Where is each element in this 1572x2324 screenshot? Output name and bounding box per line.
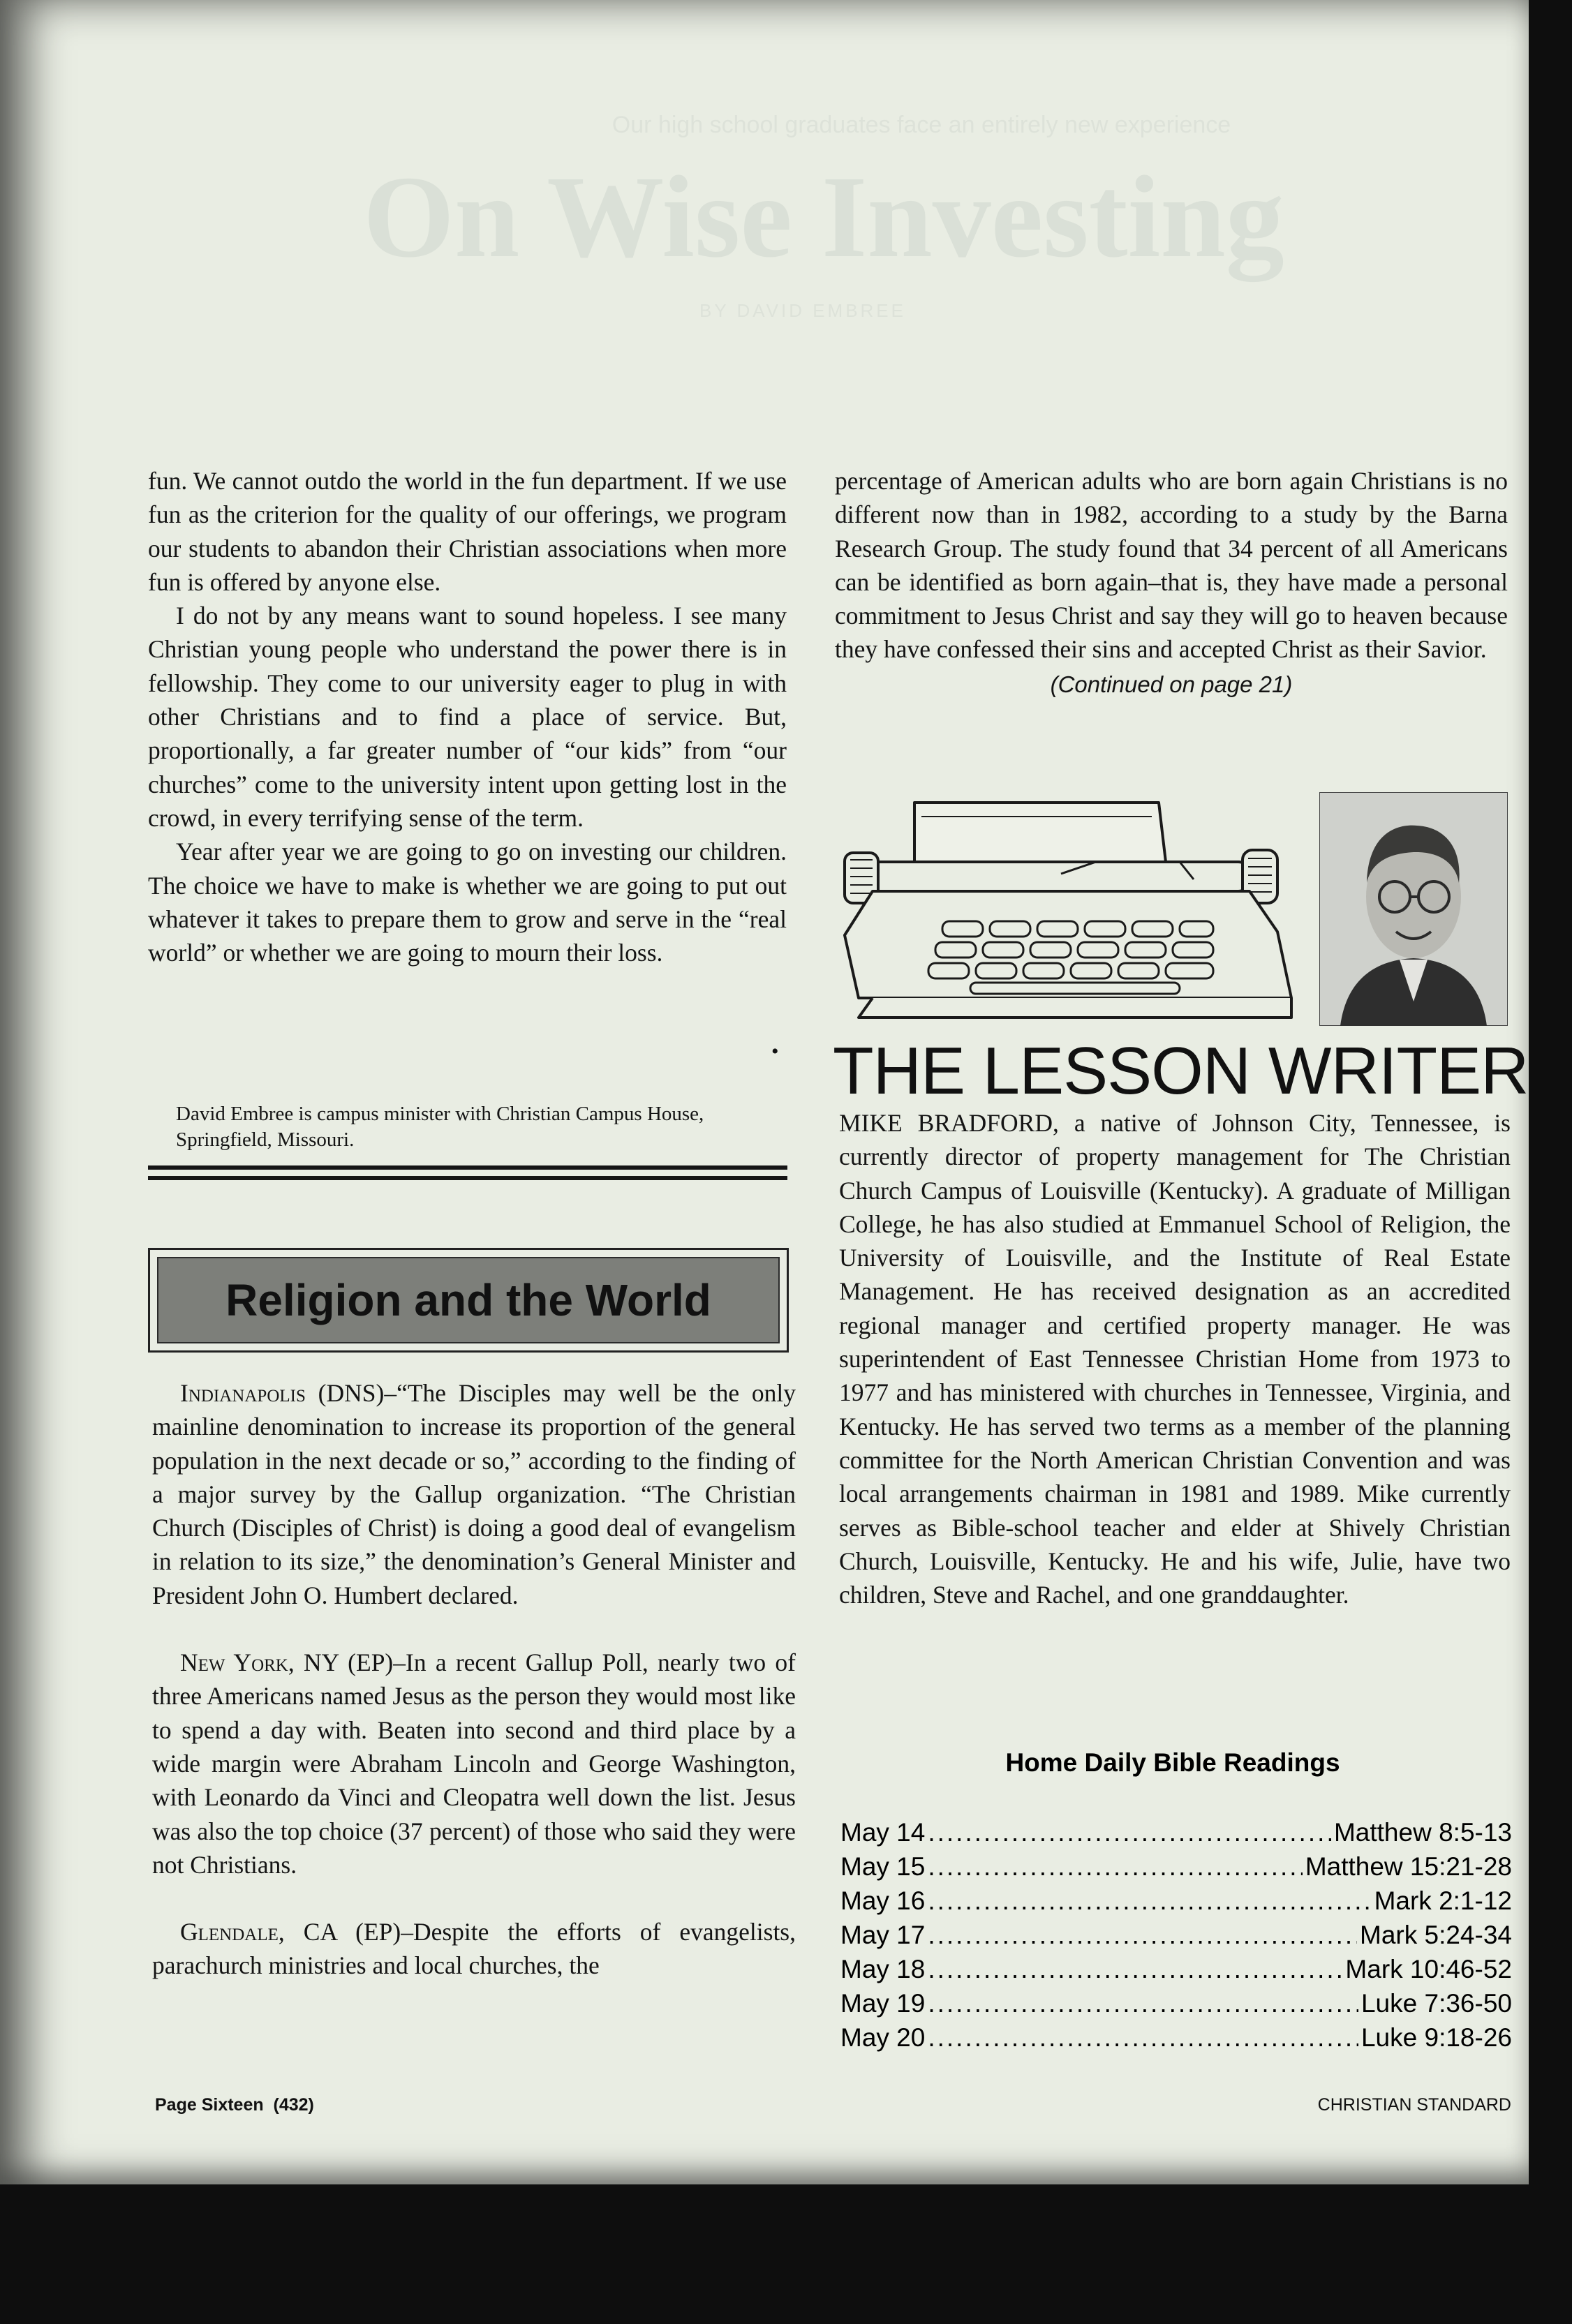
reading-row xyxy=(840,1918,1512,1952)
author-photo xyxy=(1319,792,1508,1026)
reading-ref: Luke 7:36-50 xyxy=(1360,1989,1512,2018)
faded-byline: BY DAVID EMBREE xyxy=(699,300,906,321)
news-dateline: Indianapolis xyxy=(180,1379,306,1407)
leader-dots xyxy=(928,1986,1358,2020)
faded-title: On Wise Investing xyxy=(363,152,1284,282)
reading-date: May 17 xyxy=(840,1921,926,1949)
faded-kicker: Our high school graduates face an entirely new experience xyxy=(611,112,1231,138)
leader-dots xyxy=(928,2020,1358,2055)
author-note: David Embree is campus minister with Christian Campus House, Springfield, Missouri. xyxy=(176,1103,704,1151)
leader-dots xyxy=(928,1918,1357,1952)
reading-date: May 18 xyxy=(840,1955,926,1983)
page-number: Page Sixteen (432) xyxy=(155,2095,314,2115)
heading-panel xyxy=(157,1257,780,1343)
reading-row xyxy=(840,1884,1512,1918)
article-end xyxy=(148,464,787,969)
readings-title: Home Daily Bible Readings xyxy=(1005,1748,1340,1777)
news-text: (DNS)–“The Disciples may well be the only mainline denomination to increase its proportion of the general population in the next decade or so,” according to the finding of a major survey by the Gallup organization. “The Christian Church (Disciples of Christ) is doing a good deal of evangelism in relation to its size,” the denomination’s General Minister and President John O. Humbert declared. xyxy=(152,1379,796,1609)
reading-row xyxy=(840,1952,1512,1986)
news-dateline: Glendale xyxy=(180,1918,279,1946)
leader-dots xyxy=(928,1952,1342,1986)
reading-date: May 20 xyxy=(840,2023,926,2052)
reading-ref: Mark 5:24-34 xyxy=(1360,1921,1512,1949)
publication-name: CHRISTIAN STANDARD xyxy=(1317,2095,1511,2115)
news-item xyxy=(152,1376,796,1612)
reading-date: May 14 xyxy=(840,1818,926,1847)
news-items xyxy=(152,1376,796,1983)
reading-row xyxy=(840,1815,1512,1849)
typewriter-illustration xyxy=(831,796,1305,1026)
news-text: percentage of American adults who are born again Christians is no different now than in 1982, according to a study by the Barna Research Group. The study found that 34 percent of all Americans can be identified as born again–that is, they have made a personal commitment to Jesus Christ and say they will go to heaven because they have confessed their sins and accepted Christ as their Savior. xyxy=(835,467,1508,664)
leader-dots xyxy=(928,1849,1302,1884)
continued-note: (Continued on page 21) xyxy=(1050,671,1293,697)
article-paragraph: I do not by any means want to sound hopeless. I see many Christian young people who understand the power there is in fellowship. They come to our university eager to plug in with other Christians and to find a place of service. But, proportionally, a far greater number of “our kids” from “our churches” come to the university intent upon getting lost in the crowd, in every terrifying sense of the term. xyxy=(148,602,787,832)
reading-date: May 15 xyxy=(840,1852,926,1881)
reading-date: May 16 xyxy=(840,1886,926,1915)
reading-date: May 19 xyxy=(840,1989,926,2018)
reading-ref: Matthew 15:21-28 xyxy=(1305,1852,1512,1881)
divider-rule xyxy=(148,1165,787,1170)
lesson-writer-heading: THE LESSON WRITER xyxy=(833,1034,1529,1108)
news-text: , NY (EP)–In a recent Gallup Poll, nearly two of three Americans named Jesus as the person they would most like to spend a day with. Beaten into second and third place by a wide margin were Abraham Lincoln and George Washington, with Leonardo da Vinci and Cleopatra well down the list. Jesus was also the top choice (37 percent) of those who said they were not Christians. xyxy=(152,1648,796,1879)
article-paragraph: fun. We cannot outdo the world in the fun department. If we use fun as the criterion for the quality of our offerings, we program our students to abandon their Christian associations when more fun is offered by anyone else. xyxy=(148,467,787,596)
news-item xyxy=(152,1915,796,1983)
bio-text: MIKE BRADFORD, a native of Johnson City, Tennessee, is currently director of property management for The Christian Church Campus of Louisville (Kentucky). A graduate of Milligan College, he has also studied at Emmanuel School of Religion, the University of Louisville, and the Institute of Real Estate Management. He has received designation as an accredited regional manager and certified property manager. He was superintendent of East Tennessee Christian Home from 1973 to 1977 and has ministered with churches in Tennessee, Virginia, and Kentucky. He has served two terms as a member of the planning committee for the North American Christian Convention and was local arrangements chairman in 1981 and 1989. Mike currently serves as Bible-school teacher and elder at Shively Christian Church, Louisville, Kentucky. He and his wife, Julie, have two children, Steve and Rachel, and one granddaughter. xyxy=(839,1109,1511,1609)
leader-dots xyxy=(928,1884,1371,1918)
news-continuation xyxy=(835,464,1508,701)
religion-world-heading-box xyxy=(148,1248,789,1353)
news-text: , CA (EP)–Despite the efforts of evangelists, parachurch ministries and local churches, the xyxy=(152,1918,796,1980)
readings-list xyxy=(840,1815,1512,2055)
news-item xyxy=(152,1646,796,1882)
reading-row xyxy=(840,2020,1512,2055)
reading-ref: Matthew 8:5-13 xyxy=(1333,1818,1512,1847)
reading-ref: Mark 2:1-12 xyxy=(1374,1886,1512,1915)
reading-row xyxy=(840,1986,1512,2020)
religion-world-heading: Religion and the World xyxy=(225,1275,711,1325)
news-dateline: New York xyxy=(180,1648,288,1677)
divider-rule xyxy=(148,1176,787,1180)
reading-ref: Luke 9:18-26 xyxy=(1360,2023,1512,2052)
reading-ref: Mark 10:46-52 xyxy=(1345,1955,1512,1983)
lesson-writer-bio xyxy=(839,1106,1511,1611)
article-paragraph: Year after year we are going to go on investing our children. The choice we have to make is whether we are going to put out whatever it takes to prepare them to grow and serve in the “real world” or whether we are going to mourn their loss. xyxy=(148,837,787,967)
reading-row xyxy=(840,1849,1512,1884)
end-of-article-mark: • xyxy=(771,1040,779,1063)
leader-dots xyxy=(928,1815,1331,1849)
